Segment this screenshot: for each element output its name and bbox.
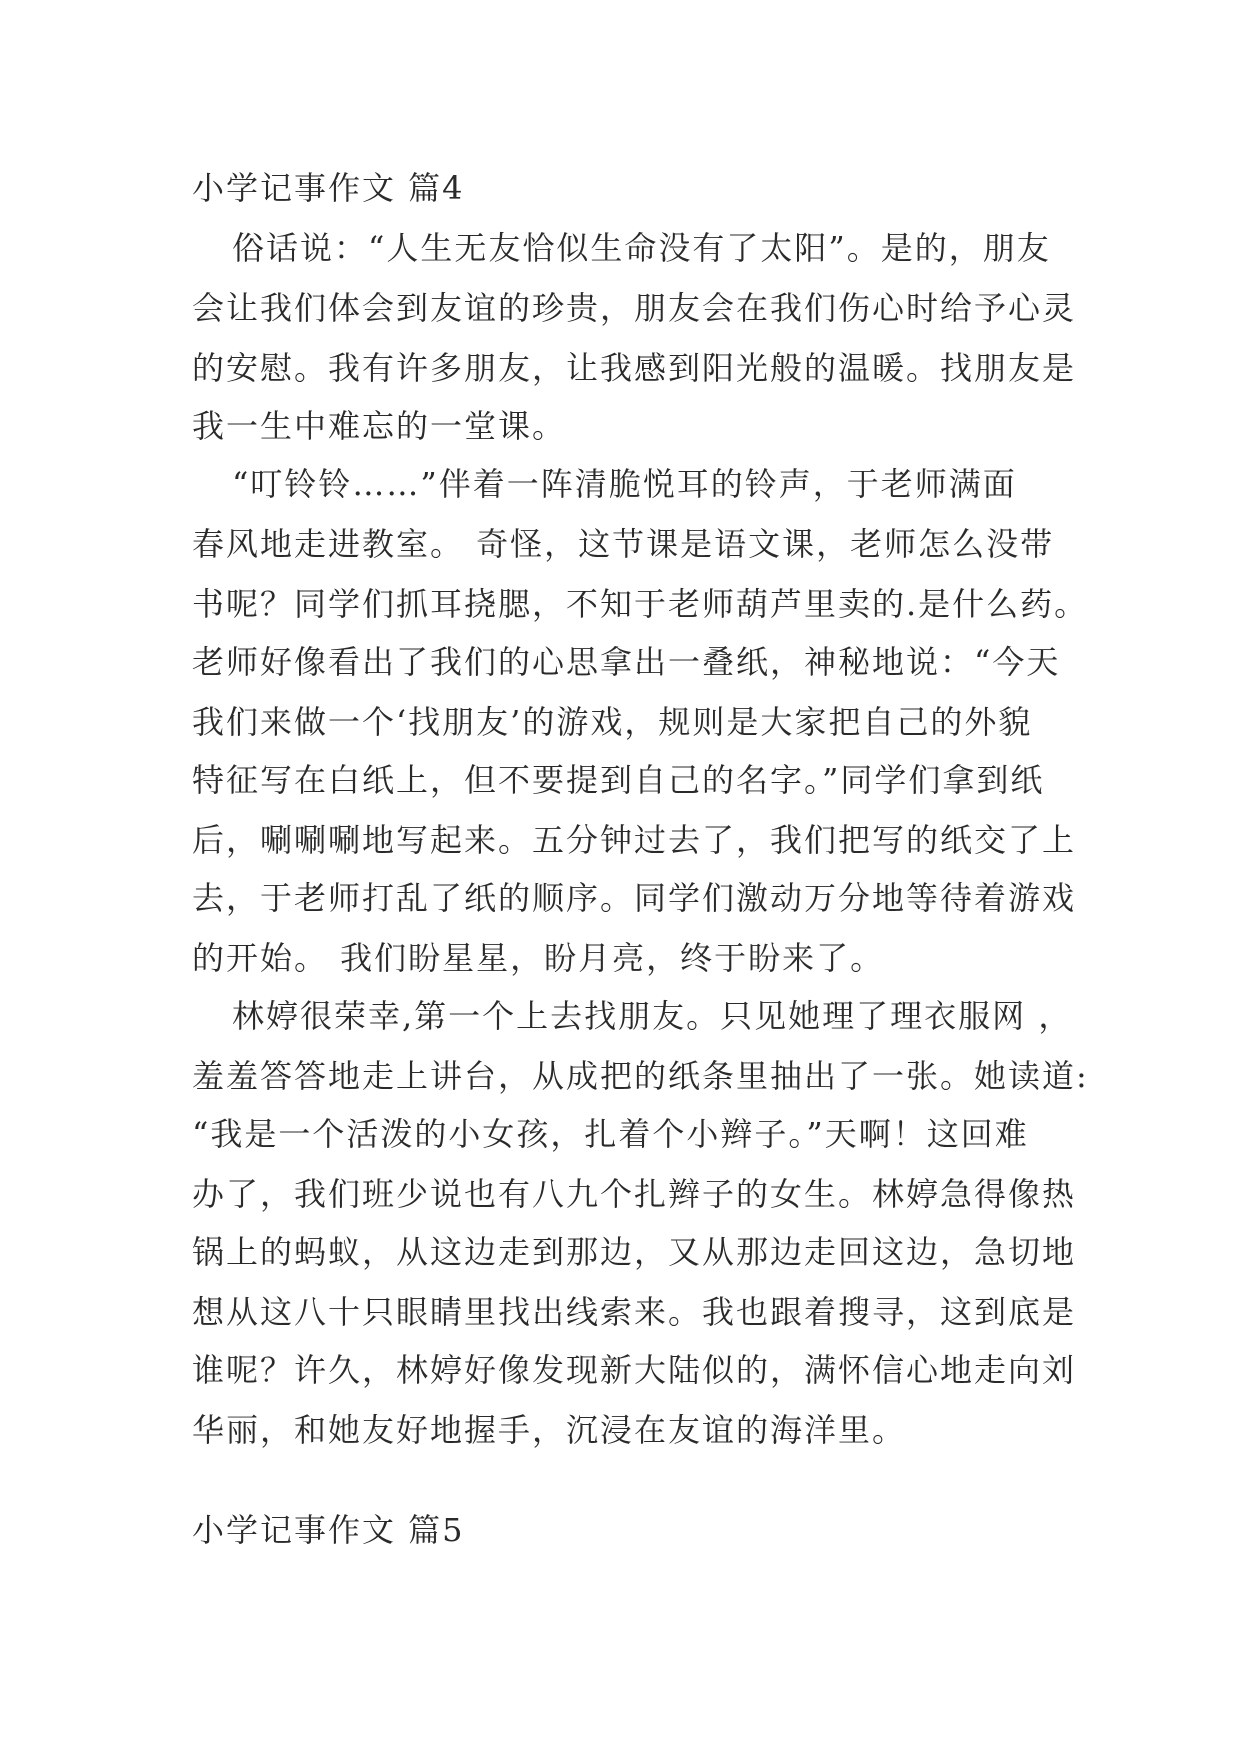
paragraph-line: 的开始。 我们盼星星，盼月亮，终于盼来了。 [192, 939, 885, 977]
paragraph-line: “叮铃铃……”伴着一阵清脆悦耳的铃声，于老师满面 [232, 465, 1017, 503]
section-5-heading: 小学记事作文 篇5 [192, 1511, 465, 1549]
paragraph-line: 锅上的蚂蚁，从这边走到那边，又从那边走回这边，急切地 [192, 1233, 1077, 1271]
paragraph-line: 我一生中难忘的一堂课。 [192, 407, 567, 445]
paragraph-line: 春风地走进教室。 奇怪，这节课是语文课，老师怎么没带 [192, 525, 1055, 563]
paragraph-line: 我们来做一个‘找朋友’的游戏，规则是大家把自己的外貌 [192, 703, 1033, 741]
section-4-heading: 小学记事作文 篇4 [192, 169, 465, 207]
paragraph-line: 谁呢？许久，林婷好像发现新大陆似的，满怀信心地走向刘 [192, 1351, 1077, 1389]
paragraph-line: 林婷很荣幸,第一个上去找朋友。只见她理了理衣服网 ， [232, 997, 1073, 1035]
paragraph-line: 老师好像看出了我们的心思拿出一叠纸，神秘地说：“今天 [192, 643, 1061, 681]
paragraph-line: 俗话说：“人生无友恰似生命没有了太阳”。是的，朋友 [232, 229, 1051, 267]
paragraph-line: 特征写在白纸上，但不要提到自己的名字。”同学们拿到纸 [192, 761, 1045, 799]
paragraph-line: 去，于老师打乱了纸的顺序。同学们激动万分地等待着游戏 [192, 879, 1077, 917]
paragraph-line: 羞羞答答地走上讲台，从成把的纸条里抽出了一张。她读道: [192, 1057, 1089, 1095]
paragraph-line: 办了，我们班少说也有八九个扎辫子的女生。林婷急得像热 [192, 1175, 1077, 1213]
paragraph-line: 华丽，和她友好地握手，沉浸在友谊的海洋里。 [192, 1411, 907, 1449]
paragraph-line: 想从这八十只眼睛里找出线索来。我也跟着搜寻，这到底是 [192, 1293, 1077, 1331]
paragraph-line: 书呢？同学们抓耳挠腮，不知于老师葫芦里卖的.是什么药。 [192, 585, 1089, 623]
paragraph-line: 后，唰唰唰地写起来。五分钟过去了，我们把写的纸交了上 [192, 821, 1077, 859]
paragraph-line: 的安慰。我有许多朋友，让我感到阳光般的温暖。找朋友是 [192, 349, 1077, 387]
paragraph-line: 会让我们体会到友谊的珍贵，朋友会在我们伤心时给予心灵 [192, 289, 1077, 327]
paragraph-line: “我是一个活泼的小女孩，扎着个小辫子。”天啊！这回难 [192, 1115, 1029, 1153]
